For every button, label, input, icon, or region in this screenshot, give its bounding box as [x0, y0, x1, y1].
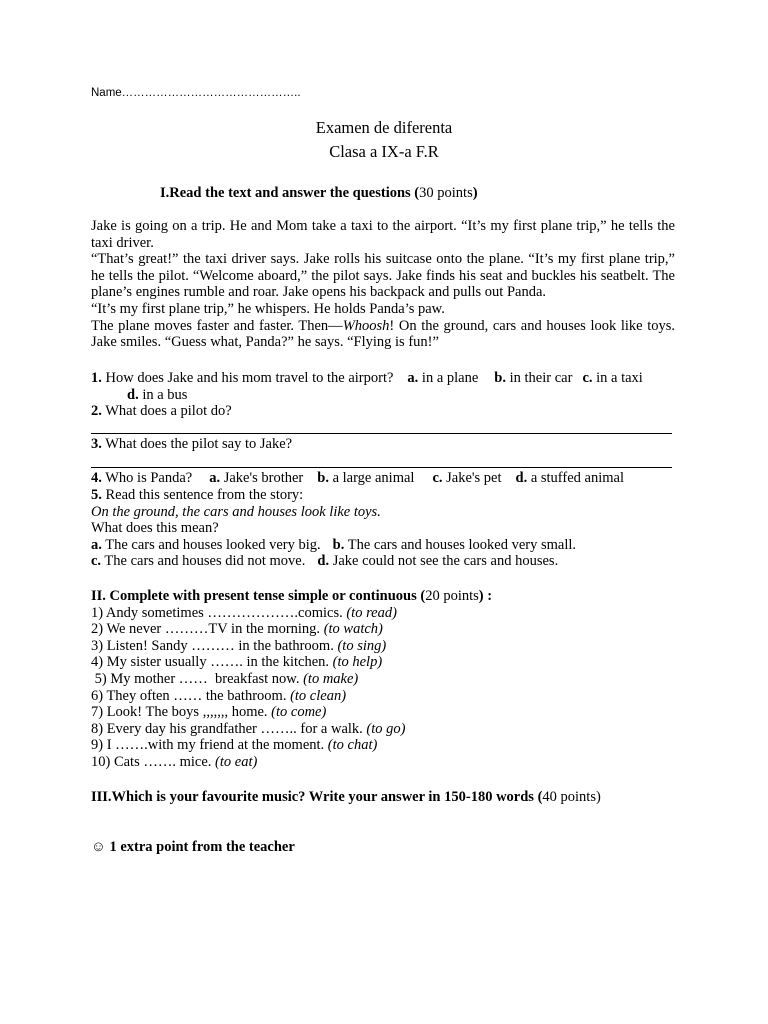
question-2-number: 2. [91, 403, 102, 419]
question-4 [91, 470, 675, 487]
extra-point-note [91, 839, 675, 856]
q4-option-d: a stuffed animal [527, 470, 624, 486]
exercise-item-hint: (to come) [271, 704, 327, 721]
exercise-item-text: 1) Andy sometimes ……………….comics. [91, 604, 347, 621]
question-1-cont [91, 387, 675, 404]
exercise-item [91, 737, 675, 754]
q1-option-a: in a plane [418, 370, 479, 386]
q5-option-a: The cars and houses looked very big. [101, 536, 321, 553]
exercise-item-text: 10) Cats ……. mice. [91, 753, 216, 770]
exercise-item-text: 4) My sister usually ……. in the kitchen. [91, 654, 333, 671]
q5-options-ab [91, 537, 675, 554]
q4-option-c-label: c. [432, 470, 443, 486]
answer-line-q3[interactable] [91, 467, 672, 468]
q5-option-b: The cars and houses looked very small. [344, 536, 577, 553]
q5-option-d-label: d. [317, 553, 330, 570]
exercise-item-hint: (to read) [346, 604, 397, 621]
section-2-heading [91, 588, 675, 605]
question-1-line [91, 370, 675, 387]
q4-option-a-label: a. [209, 470, 221, 486]
exercise-item [91, 754, 675, 771]
section-2-points: 20 points [425, 588, 479, 604]
exercise-item [91, 721, 675, 738]
exercise-item [91, 671, 675, 688]
q4-option-d-label: d. [515, 470, 528, 486]
smiley-icon: ☺ [91, 839, 106, 855]
question-4-line [91, 470, 675, 487]
exercise-item [91, 688, 675, 705]
q5-option-b-label: b. [332, 536, 345, 553]
q1-option-d-label: d. [127, 387, 139, 403]
question-3-text: What does the pilot say to Jake? [101, 436, 293, 452]
question-2-text: What does a pilot do? [101, 403, 232, 419]
story-paragraph-4 [91, 318, 675, 351]
q4-option-c: Jake's pet [442, 470, 502, 486]
exercise-item-hint: (to sing) [337, 637, 387, 654]
exercise-item [91, 605, 675, 622]
section-3-heading-text: III.Which is your favourite music? Write your answer in 150-180 words ( [91, 789, 543, 805]
name-field-line: Name……………………………………….. [91, 87, 301, 99]
exercise-item-text: 2) We never ………TV in the morning. [91, 621, 324, 638]
question-5 [91, 487, 675, 570]
section-1-heading-close: ) [472, 185, 478, 201]
story-text [91, 218, 675, 351]
section-3-points: 40 points [542, 789, 596, 805]
answer-line-q2[interactable] [91, 433, 672, 434]
whoosh-word: Whoosh [342, 317, 390, 334]
story-paragraph-4-end: ! On the ground, cars and houses look like toys. Jake smiles. “Guess what, Panda?” he says. “Flying is fun!” [91, 317, 675, 351]
exercise-item-text: 6) They often …… the bathroom. [91, 687, 291, 704]
exercise-item-hint: (to go) [366, 720, 406, 737]
section-2-heading-close: ) : [478, 588, 493, 604]
question-1 [91, 370, 675, 387]
section-2 [91, 588, 675, 771]
question-4-number: 4. [91, 470, 102, 486]
q4-option-b: a large animal [328, 470, 415, 486]
exercise-item [91, 638, 675, 655]
q1-option-b-label: b. [494, 370, 506, 386]
extra-point-text: 1 extra point from the teacher [105, 839, 295, 855]
question-5-text: Read this sentence from the story: [101, 487, 304, 503]
q1-option-d: in a bus [138, 387, 188, 403]
question-5-quote: On the ground, the cars and houses look like toys. [91, 503, 381, 520]
story-paragraph-4-start: The plane moves faster and faster. Then— [91, 317, 343, 334]
exercise-item-text: 5) My mother …… breakfast now. [91, 670, 304, 687]
q1-option-b: in their car [506, 370, 573, 386]
question-2 [91, 403, 675, 420]
section-1-heading-text: I.Read the text and answer the questions ( [160, 185, 420, 201]
story-paragraph-3: “It’s my first plane trip,” he whispers. He holds Panda’s paw. [91, 300, 445, 317]
section-3-heading-close: ) [595, 789, 601, 805]
q5-option-a-label: a. [91, 536, 102, 553]
question-3-number: 3. [91, 436, 102, 452]
section-3-heading [91, 789, 675, 806]
q5-options-cd [91, 553, 675, 570]
exercise-item-text: 9) I …….with my friend at the moment. [91, 737, 328, 754]
exercise-item-text: 8) Every day his grandfather …….. for a walk. [91, 720, 367, 737]
question-5-prompt: What does this mean? [91, 520, 219, 537]
story-paragraph-2: “That’s great!” the taxi driver says. Jake rolls his suitcase onto the plane. “It’s my first plane trip,” he tells the pilot. “Welcome aboard,” the pilot says. Jake finds his seat and buckles his seatbelt. The plane’s engines rumble and roar. Jake opens his backpack and pulls out Panda. [91, 251, 675, 301]
exercise-item [91, 621, 675, 638]
story-paragraph-1: Jake is going on a trip. He and Mom take a taxi to the airport. “It’s my first plane trip,” he tells the taxi driver. [91, 218, 675, 251]
q5-option-c-label: c. [91, 553, 102, 570]
section-1-heading [160, 185, 478, 202]
q1-option-c: in a taxi [592, 370, 643, 386]
q1-option-c-label: c. [582, 370, 593, 386]
exercise-item-text: 3) Listen! Sandy ……… in the bathroom. [91, 637, 338, 654]
question-4-text: Who is Panda? [101, 470, 193, 486]
exercise-item-text: 7) Look! The boys ,,,,,,, home. [91, 704, 272, 721]
exercise-item-hint: (to watch) [323, 621, 383, 638]
exercise-item [91, 704, 675, 721]
q4-option-b-label: b. [317, 470, 329, 486]
exercise-item-hint: (to eat) [215, 753, 258, 770]
q5-option-d: Jake could not see the cars and houses. [329, 553, 559, 570]
exam-class: Clasa a IX-a F.R [329, 142, 439, 161]
exercise-item-hint: (to help) [332, 654, 383, 671]
exercise-item-hint: (to clean) [290, 687, 347, 704]
q5-option-c: The cars and houses did not move. [101, 553, 306, 570]
q1-option-a-label: a. [407, 370, 419, 386]
exercise-item [91, 654, 675, 671]
question-1-d-line [91, 387, 675, 404]
section-2-heading-text: II. Complete with present tense simple or continuous ( [91, 588, 426, 604]
question-3 [91, 436, 675, 453]
exercise-item-hint: (to chat) [327, 737, 378, 754]
question-1-number: 1. [91, 370, 102, 386]
q4-option-a: Jake's brother [220, 470, 304, 486]
section-1-points: 30 points [419, 185, 473, 201]
question-1-text: How does Jake and his mom travel to the airport? [101, 370, 394, 386]
question-5-number: 5. [91, 487, 102, 503]
exam-title: Examen de diferenta [315, 118, 453, 137]
exercise-item-hint: (to make) [303, 670, 359, 687]
